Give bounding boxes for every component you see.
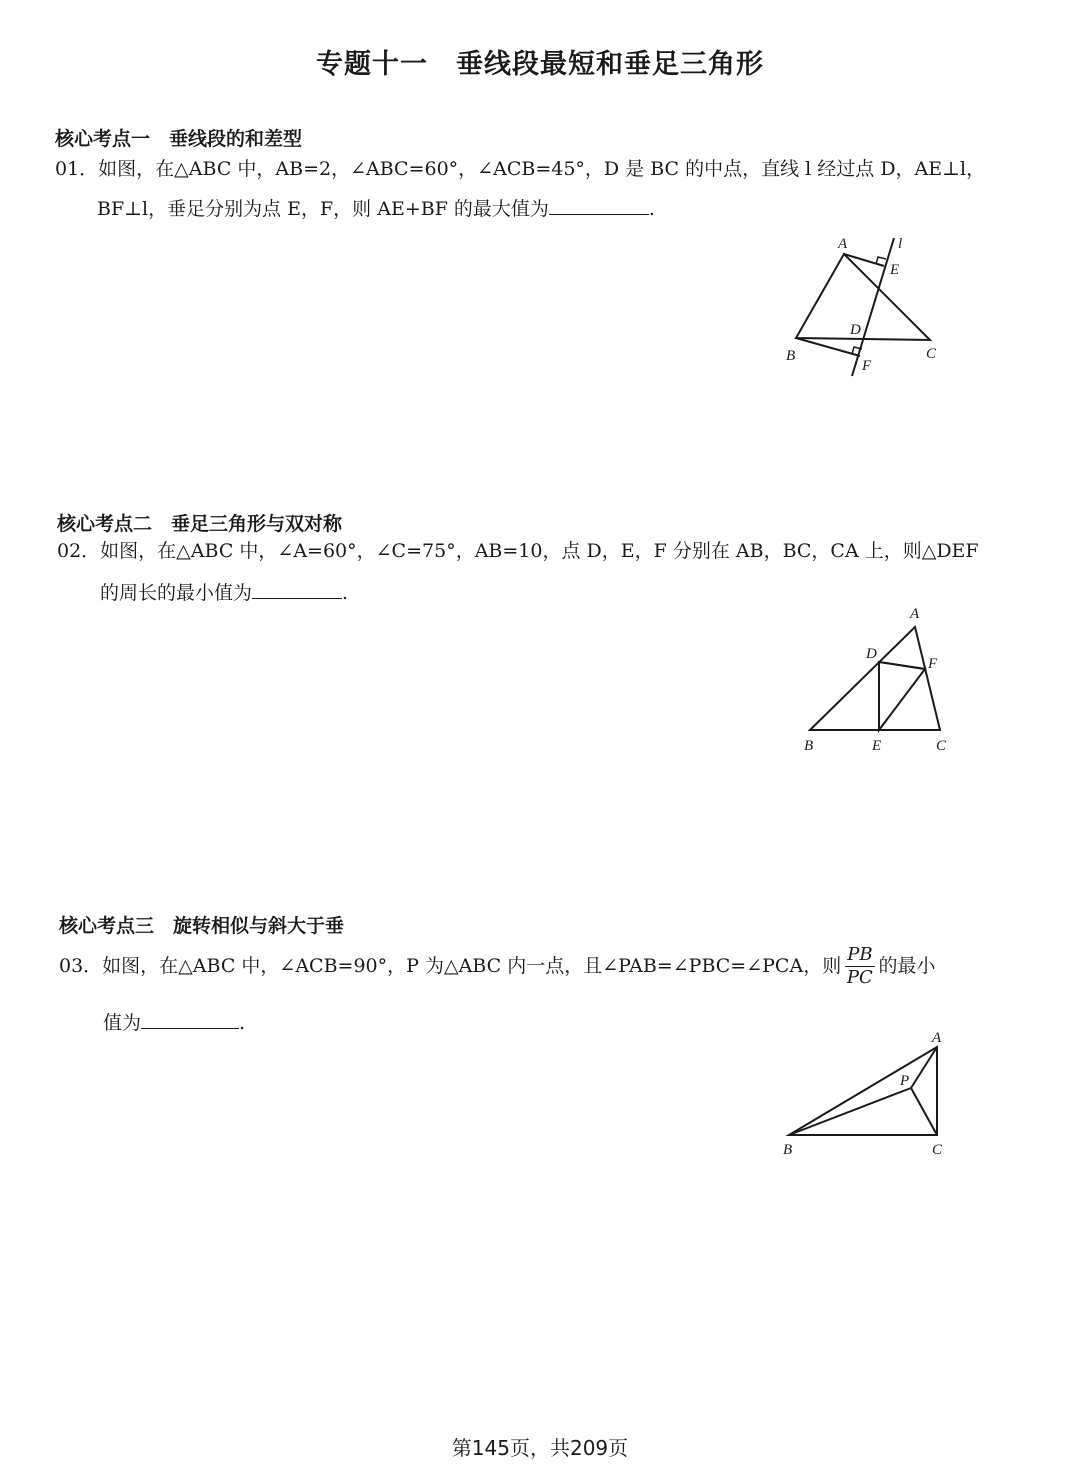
label-f: F <box>928 656 938 672</box>
section-heading-2: 核心考点二 垂足三角形与双对称 <box>57 513 343 535</box>
label-l: l <box>898 236 903 252</box>
label-c: C <box>926 346 937 362</box>
fraction-denominator: PC <box>846 966 873 988</box>
triangle-def <box>879 662 925 730</box>
question-3-text: 值为 <box>103 1012 142 1034</box>
label-e: E <box>872 738 882 754</box>
answer-blank-1[interactable] <box>549 196 649 215</box>
label-a: A <box>932 1030 942 1046</box>
label-c: C <box>932 1142 943 1158</box>
triangle-abc <box>796 254 930 340</box>
triangle-abc <box>789 1047 937 1135</box>
label-p: P <box>900 1073 910 1089</box>
question-1-line-1: 01．如图，在△ABC 中，AB=2，∠ABC=60°，∠ACB=45°，D 是 BC 的中点，直线 l 经过点 D，AE⊥l， <box>55 158 986 180</box>
label-d: D <box>850 322 861 338</box>
label-b: B <box>804 738 814 754</box>
segment-pb <box>789 1088 911 1135</box>
question-3-period: . <box>239 1012 246 1034</box>
question-3-line-2 <box>103 1010 245 1033</box>
page-title: 专题十一 垂线段最短和垂足三角形 <box>316 49 764 80</box>
question-1-period: . <box>648 198 655 220</box>
label-e: E <box>890 262 900 278</box>
question-2-line-2 <box>100 580 348 603</box>
figure-1 <box>780 230 950 380</box>
segment-df <box>879 662 925 669</box>
section-heading-1: 核心考点一 垂线段的和差型 <box>55 128 303 150</box>
segment-pc <box>911 1088 937 1135</box>
figure-2 <box>800 600 960 760</box>
label-b: B <box>783 1142 793 1158</box>
label-b: B <box>786 348 796 364</box>
fraction-pb-pc <box>845 943 874 988</box>
right-angle-e <box>876 257 886 264</box>
segment-pa <box>911 1047 937 1088</box>
question-1-line-2 <box>97 196 655 219</box>
page-footer: 第145页，共209页 <box>451 1436 629 1460</box>
question-1-text: BF⊥l，垂足分别为点 E，F，则 AE+BF 的最大值为 <box>97 198 549 220</box>
figure-3 <box>775 1025 955 1165</box>
question-2-period: . <box>342 582 349 604</box>
label-a: A <box>910 606 920 622</box>
segment-bf <box>796 338 860 356</box>
label-d: D <box>866 646 877 662</box>
answer-blank-3[interactable] <box>141 1010 239 1029</box>
question-3-text-b: 的最小 <box>878 954 936 977</box>
question-2-text: 的周长的最小值为 <box>100 582 253 604</box>
answer-blank-2[interactable] <box>252 580 342 599</box>
label-c: C <box>936 738 947 754</box>
question-2-line-1: 02．如图，在△ABC 中，∠A=60°，∠C=75°，AB=10，点 D，E，F 分别在 AB，BC，CA 上，则△DEF <box>57 540 979 562</box>
question-3-line-1 <box>59 942 936 990</box>
section-heading-3: 核心考点三 旋转相似与斜大于垂 <box>59 915 345 937</box>
question-3-text-a: 03．如图，在△ABC 中，∠ACB=90°，P 为△ABC 内一点，且∠PAB=∠PBC=∠PCA，则 <box>59 954 842 977</box>
triangle-abc <box>810 627 940 730</box>
fraction-numerator: PB <box>847 943 873 965</box>
label-f: F <box>862 358 872 374</box>
label-a: A <box>838 236 848 252</box>
